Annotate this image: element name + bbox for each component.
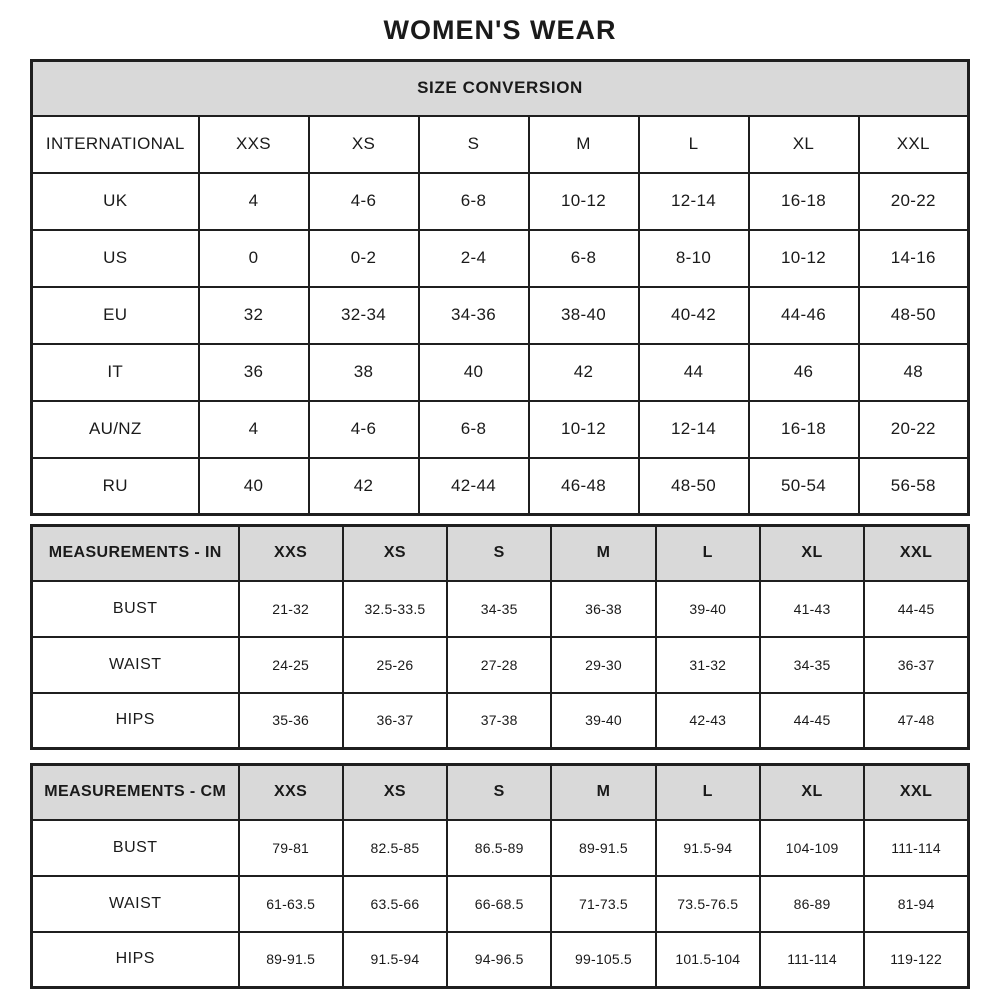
- column-header-s: S: [447, 765, 551, 820]
- cell: 36-38: [551, 581, 655, 637]
- column-header-xxl: XXL: [859, 116, 969, 173]
- cell: 86.5-89: [447, 820, 551, 876]
- measurements-in-table: [30, 524, 970, 750]
- cell: 86-89: [760, 876, 864, 932]
- cell: 6-8: [529, 230, 639, 287]
- table-banner-row: [32, 61, 969, 116]
- table-row-ru: [32, 458, 969, 515]
- column-header-m: M: [551, 765, 655, 820]
- table-row-us: [32, 230, 969, 287]
- cell: 39-40: [551, 693, 655, 749]
- cell: 10-12: [749, 230, 859, 287]
- cell: 31-32: [656, 637, 760, 693]
- cell: 81-94: [864, 876, 968, 932]
- cell: 21-32: [239, 581, 343, 637]
- cell: 73.5-76.5: [656, 876, 760, 932]
- measurements-cm-title: MEASUREMENTS - CM: [32, 765, 239, 820]
- page-title: WOMEN'S WEAR: [383, 15, 617, 45]
- column-header-l: L: [639, 116, 749, 173]
- column-header-row: [32, 116, 969, 173]
- cell: 36-37: [864, 637, 968, 693]
- table-row-uk: [32, 173, 969, 230]
- row-label: IT: [32, 344, 199, 401]
- cell: 10-12: [529, 401, 639, 458]
- cell: 91.5-94: [656, 820, 760, 876]
- column-header-xl: XL: [749, 116, 859, 173]
- cell: 36-37: [343, 693, 447, 749]
- cell: 99-105.5: [551, 932, 655, 988]
- cell: 111-114: [760, 932, 864, 988]
- table-row-waist: [32, 876, 969, 932]
- row-label: RU: [32, 458, 199, 515]
- column-header-m: M: [551, 526, 655, 581]
- table-row-it: [32, 344, 969, 401]
- cell: 34-35: [447, 581, 551, 637]
- cell: 38: [309, 344, 419, 401]
- cell: 42: [309, 458, 419, 515]
- cell: 101.5-104: [656, 932, 760, 988]
- cell: 44: [639, 344, 749, 401]
- size-conversion-title: SIZE CONVERSION: [32, 61, 969, 116]
- column-header-m: M: [529, 116, 639, 173]
- spacer: [0, 750, 1000, 763]
- row-label: WAIST: [32, 637, 239, 693]
- cell: 44-45: [760, 693, 864, 749]
- cell: 48: [859, 344, 969, 401]
- cell: 44-46: [749, 287, 859, 344]
- cell: 66-68.5: [447, 876, 551, 932]
- row-label: AU/NZ: [32, 401, 199, 458]
- cell: 61-63.5: [239, 876, 343, 932]
- cell: 0: [199, 230, 309, 287]
- cell: 56-58: [859, 458, 969, 515]
- cell: 46-48: [529, 458, 639, 515]
- cell: 104-109: [760, 820, 864, 876]
- measurements-in-title: MEASUREMENTS - IN: [32, 526, 239, 581]
- table-row-waist: [32, 637, 969, 693]
- cell: 37-38: [447, 693, 551, 749]
- column-header-international: INTERNATIONAL: [32, 116, 199, 173]
- cell: 48-50: [639, 458, 749, 515]
- cell: 4-6: [309, 401, 419, 458]
- cell: 48-50: [859, 287, 969, 344]
- cell: 46: [749, 344, 859, 401]
- cell: 6-8: [419, 401, 529, 458]
- cell: 82.5-85: [343, 820, 447, 876]
- cell: 111-114: [864, 820, 968, 876]
- cell: 20-22: [859, 401, 969, 458]
- cell: 27-28: [447, 637, 551, 693]
- cell: 35-36: [239, 693, 343, 749]
- column-header-xs: XS: [309, 116, 419, 173]
- cell: 42-43: [656, 693, 760, 749]
- cell: 34-35: [760, 637, 864, 693]
- cell: 4: [199, 173, 309, 230]
- cell: 119-122: [864, 932, 968, 988]
- column-header-xxl: XXL: [864, 765, 968, 820]
- cell: 41-43: [760, 581, 864, 637]
- column-header-xxs: XXS: [199, 116, 309, 173]
- table-row-bust: [32, 820, 969, 876]
- cell: 40: [199, 458, 309, 515]
- cell: 36: [199, 344, 309, 401]
- row-label: UK: [32, 173, 199, 230]
- column-header-row: [32, 526, 969, 581]
- cell: 50-54: [749, 458, 859, 515]
- cell: 91.5-94: [343, 932, 447, 988]
- column-header-xxs: XXS: [239, 526, 343, 581]
- cell: 32-34: [309, 287, 419, 344]
- row-label: WAIST: [32, 876, 239, 932]
- cell: 44-45: [864, 581, 968, 637]
- cell: 16-18: [749, 401, 859, 458]
- column-header-xs: XS: [343, 765, 447, 820]
- cell: 24-25: [239, 637, 343, 693]
- row-label: HIPS: [32, 932, 239, 988]
- cell: 38-40: [529, 287, 639, 344]
- column-header-xl: XL: [760, 526, 864, 581]
- cell: 32.5-33.5: [343, 581, 447, 637]
- cell: 39-40: [656, 581, 760, 637]
- row-label: US: [32, 230, 199, 287]
- cell: 0-2: [309, 230, 419, 287]
- cell: 12-14: [639, 173, 749, 230]
- cell: 34-36: [419, 287, 529, 344]
- cell: 94-96.5: [447, 932, 551, 988]
- cell: 79-81: [239, 820, 343, 876]
- column-header-l: L: [656, 526, 760, 581]
- table-row-hips: [32, 693, 969, 749]
- cell: 89-91.5: [239, 932, 343, 988]
- cell: 10-12: [529, 173, 639, 230]
- cell: 4-6: [309, 173, 419, 230]
- size-conversion-table: [30, 59, 970, 516]
- column-header-xxs: XXS: [239, 765, 343, 820]
- cell: 63.5-66: [343, 876, 447, 932]
- column-header-xxl: XXL: [864, 526, 968, 581]
- measurements-cm-table: [30, 763, 970, 989]
- cell: 42: [529, 344, 639, 401]
- cell: 6-8: [419, 173, 529, 230]
- cell: 20-22: [859, 173, 969, 230]
- cell: 32: [199, 287, 309, 344]
- row-label: HIPS: [32, 693, 239, 749]
- cell: 40-42: [639, 287, 749, 344]
- cell: 29-30: [551, 637, 655, 693]
- table-row-eu: [32, 287, 969, 344]
- table-row-hips: [32, 932, 969, 988]
- cell: 12-14: [639, 401, 749, 458]
- cell: 47-48: [864, 693, 968, 749]
- table-row-bust: [32, 581, 969, 637]
- table-row-aunz: [32, 401, 969, 458]
- cell: 8-10: [639, 230, 749, 287]
- column-header-xl: XL: [760, 765, 864, 820]
- column-header-s: S: [447, 526, 551, 581]
- cell: 14-16: [859, 230, 969, 287]
- row-label: BUST: [32, 820, 239, 876]
- column-header-row: [32, 765, 969, 820]
- cell: 25-26: [343, 637, 447, 693]
- row-label: BUST: [32, 581, 239, 637]
- cell: 89-91.5: [551, 820, 655, 876]
- row-label: EU: [32, 287, 199, 344]
- cell: 4: [199, 401, 309, 458]
- column-header-s: S: [419, 116, 529, 173]
- cell: 40: [419, 344, 529, 401]
- column-header-xs: XS: [343, 526, 447, 581]
- cell: 16-18: [749, 173, 859, 230]
- column-header-l: L: [656, 765, 760, 820]
- cell: 71-73.5: [551, 876, 655, 932]
- cell: 2-4: [419, 230, 529, 287]
- cell: 42-44: [419, 458, 529, 515]
- spacer: [0, 516, 1000, 524]
